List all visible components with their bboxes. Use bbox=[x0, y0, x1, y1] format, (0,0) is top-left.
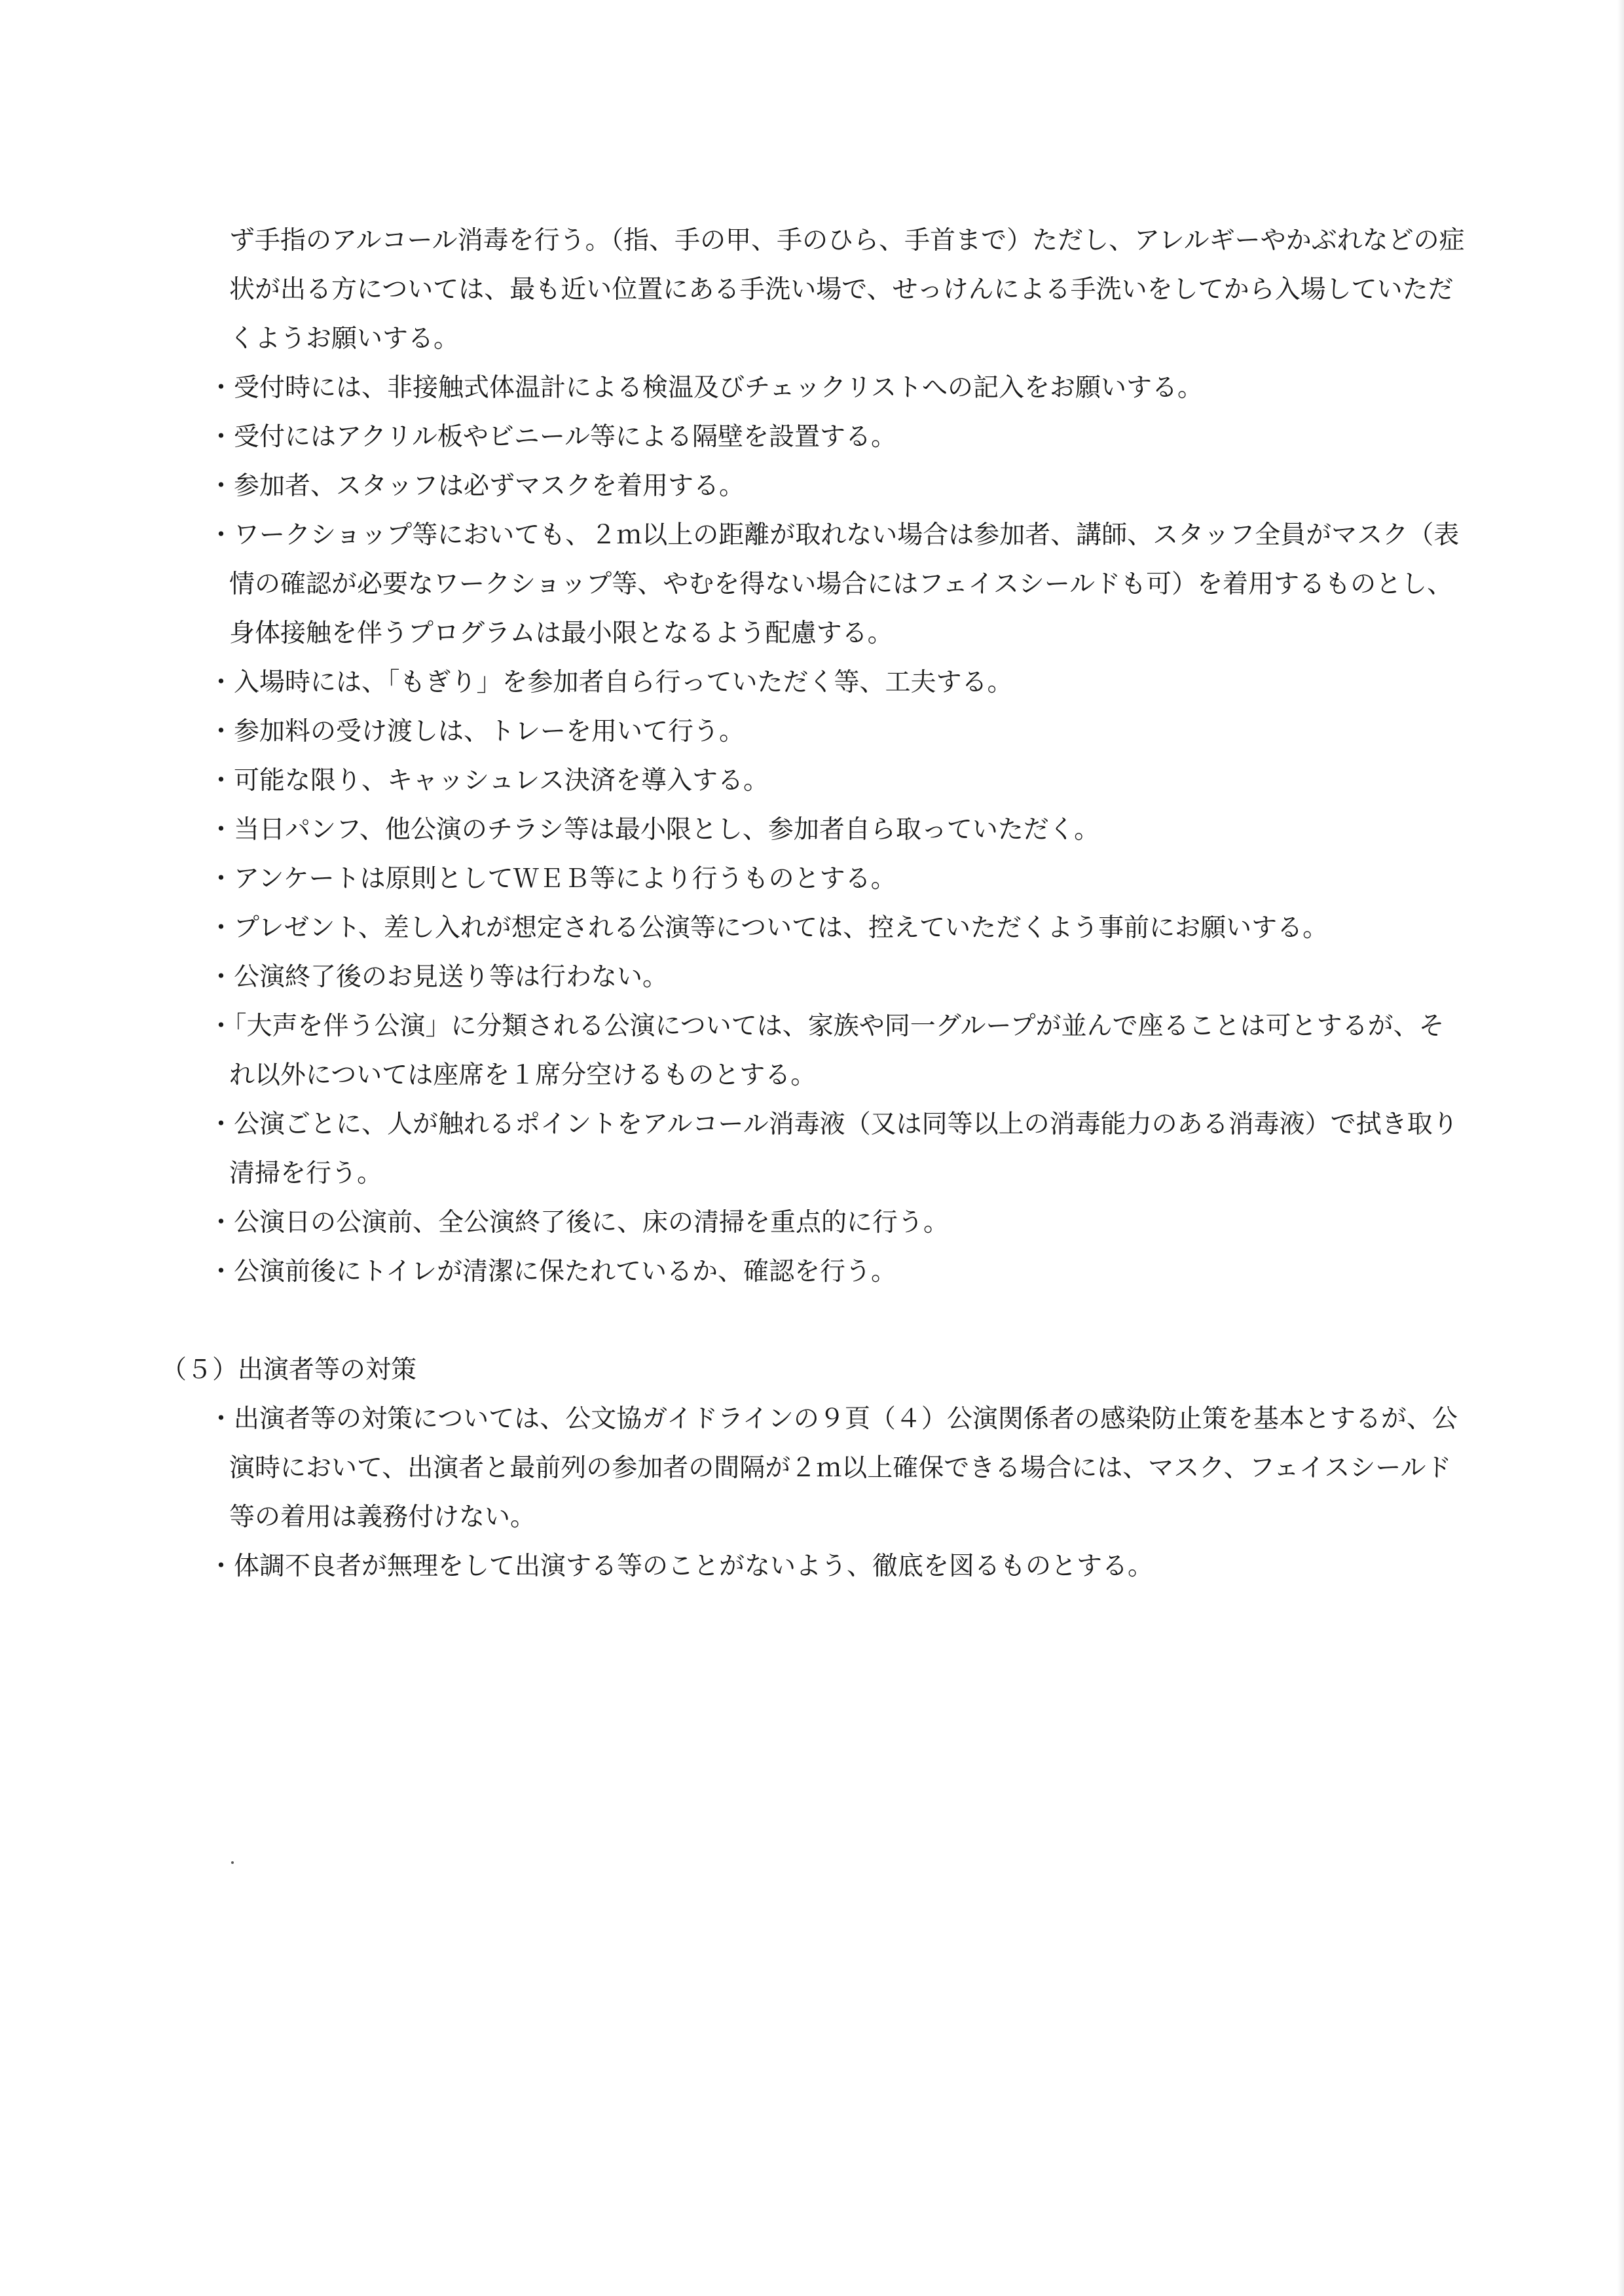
bullet-item: ・受付時には、非接触式体温計による検温及びチェックリストへの記入をお願いする。 bbox=[208, 373, 1204, 403]
bullet-item: ・参加料の受け渡しは、トレーを用いて行う。 bbox=[208, 717, 745, 746]
continuation-paragraph: ず手指のアルコール消毒を行う。（指、手の甲、手のひら、手首まで）ただし、アレルギーやかぶれなどの症状が出る方については、最も近い位置にある手洗い場で、せっけんによる手洗いをしてから入場していただくようお願いする。 bbox=[229, 226, 1465, 354]
bullet-item: ・公演日の公演前、全公演終了後に、床の清掃を重点的に行う。 bbox=[208, 1208, 950, 1237]
bullet-item: ・公演ごとに、人が触れるポイントをアルコール消毒液（又は同等以上の消毒能力のある消毒液）で拭き取り清掃を行う。 bbox=[208, 1110, 1458, 1188]
bullet-item: ・アンケートは原則としてＷＥＢ等により行うものとする。 bbox=[208, 864, 896, 894]
section-bullet-item: ・体調不良者が無理をして出演する等のことがないよう、徹底を図るものとする。 bbox=[208, 1552, 1154, 1581]
bullet-item: ・ワークショップ等においても、２ｍ以上の距離が取れない場合は参加者、講師、スタッフ全員がマスク（表情の確認が必要なワークショップ等、やむを得ない場合にはフェイスシールドも可）を着用するものとし、身体接触を伴うプログラムは最小限となるよう配慮する。 bbox=[208, 520, 1460, 648]
bullet-item: ・参加者、スタッフは必ずマスクを着用する。 bbox=[208, 471, 745, 501]
section-bullet-item: ・出演者等の対策については、公文協ガイドラインの９頁（４）公演関係者の感染防止策を基本とするが、公演時において、出演者と最前列の参加者の間隔が２ｍ以上確保できる場合には、マスク、フェイスシールド等の着用は義務付けない。 bbox=[208, 1404, 1458, 1532]
bullet-item: ・受付にはアクリル板やビニール等による隔壁を設置する。 bbox=[208, 422, 897, 452]
document-body bbox=[161, 216, 1466, 1591]
scan-edge-shadow bbox=[1617, 0, 1624, 2296]
bullet-item: ・入場時には、「もぎり」を参加者自ら行っていただく等、工夫する。 bbox=[208, 668, 1013, 697]
section-spacer bbox=[208, 1296, 1466, 1345]
bullet-item: ・可能な限り、キャッシュレス決済を導入する。 bbox=[208, 766, 769, 795]
bullet-item: ・当日パンフ、他公演のチラシ等は最小限とし、参加者自ら取っていただく。 bbox=[208, 815, 1100, 845]
bullet-item: ・公演前後にトイレが清潔に保たれているか、確認を行う。 bbox=[208, 1257, 897, 1286]
scan-speck bbox=[231, 1861, 234, 1864]
bullet-item: ・「大声を伴う公演」に分類される公演については、家族や同一グループが並んで座ることは可とするが、それ以外については座席を１席分空けるものとする。 bbox=[208, 1011, 1445, 1090]
bullet-item: ・プレゼント、差し入れが想定される公演等については、控えていただくよう事前にお願いする。 bbox=[208, 913, 1329, 943]
bullet-item: ・公演終了後のお見送り等は行わない。 bbox=[208, 962, 669, 992]
section-heading: （５）出演者等の対策 bbox=[161, 1355, 417, 1385]
